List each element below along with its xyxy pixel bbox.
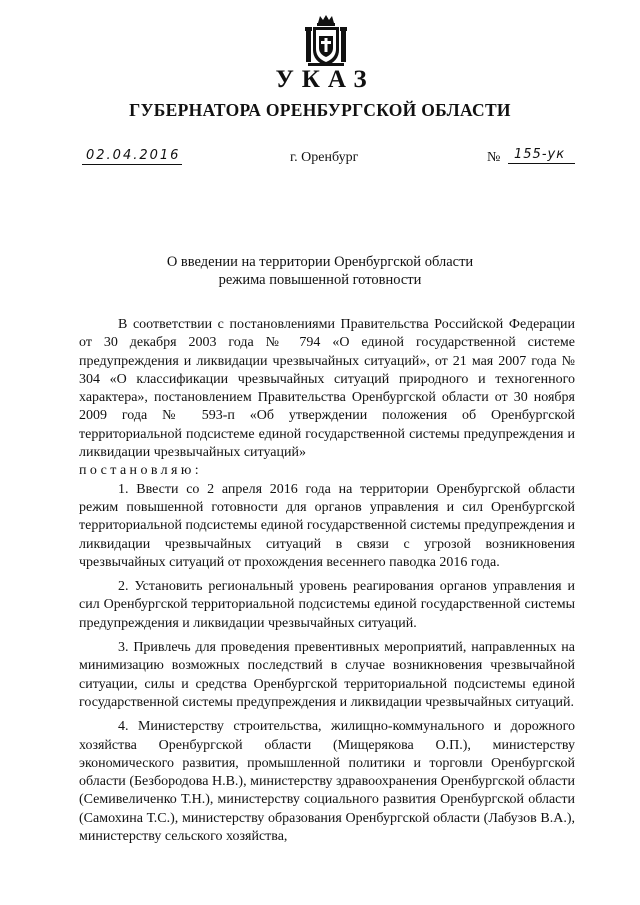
preamble-paragraph: В соответствии с постановлениями Правительства Российской Федерации от 30 декабря 2003 года № 794 «О единой государственной системе предупреждения и ликвидации чрезвычайных ситуаций», от 21 мая 2007 года № 304 «О классификации чрезвычайных ситуаций природного и техногенного характера», постановлением Правительства Оренбургской области от 30 ноября 2009 года № 593-п «Об утверждении положения об Оренбургской территориальной подсистеме единой государственной системы предупреждения и ликвидации чрезвычайных ситуаций» xyxy=(79,317,575,461)
document-title: УКАЗ xyxy=(275,66,375,93)
body-paragraph: 4. Министерству строительства, жилищно-коммунального и дорожного хозяйства Оренбургской области (Мищерякова О.П.), министерству экономического развития, промышленной политики и торговли Оренбургской области (Безбородова Н.В.), министерству здравоохранения Оренбургской области (Семивеличенко Т.Н.), министерству социального развития Оренбургской области (Самохина Т.С.), министерству образования Оренбургской области (Лабузов В.А.), министерству сельского хозяйства, xyxy=(79,719,575,845)
document-subject xyxy=(0,253,640,289)
decree-word: постановляю: xyxy=(79,463,203,479)
document-number: 155-ук xyxy=(508,147,575,164)
document-date: 02.04.2016 xyxy=(82,148,182,165)
body-paragraph: 1. Ввести со 2 апреля 2016 года на территории Оренбургской области режим повышенной готовности для органов управления и сил Оренбургской территориальной подсистемы единой государственной системы предупреждения и ликвидации чрезвычайных ситуаций в связи с угрозой возникновения чрезвычайных ситуаций от прохождения весеннего паводка 2016 года. xyxy=(79,481,575,570)
coat-of-arms-icon xyxy=(304,14,348,68)
body-paragraph: 3. Привлечь для проведения превентивных мероприятий, направленных на минимизацию возможных последствий в случае возникновения чрезвычайной ситуации, силы и средства Оренбургской территориальной подсистемы единой государственной системы предупреждения и ликвидации чрезвычайных ситуаций. xyxy=(79,640,575,710)
document-number-label: № xyxy=(487,150,501,165)
document-body xyxy=(79,316,575,846)
subject-line: режима повышенной готовности xyxy=(218,272,422,288)
document-city: г. Оренбург xyxy=(290,150,359,165)
document-subtitle: ГУБЕРНАТОРА ОРЕНБУРГСКОЙ ОБЛАСТИ xyxy=(129,100,511,120)
subject-line: О введении на территории Оренбургской области xyxy=(166,254,474,270)
body-paragraph: 2. Установить региональный уровень реагирования органов управления и сил Оренбургской территориальной подсистемы единой государственной системы предупреждения и ликвидации чрезвычайных ситуаций. xyxy=(79,579,575,631)
